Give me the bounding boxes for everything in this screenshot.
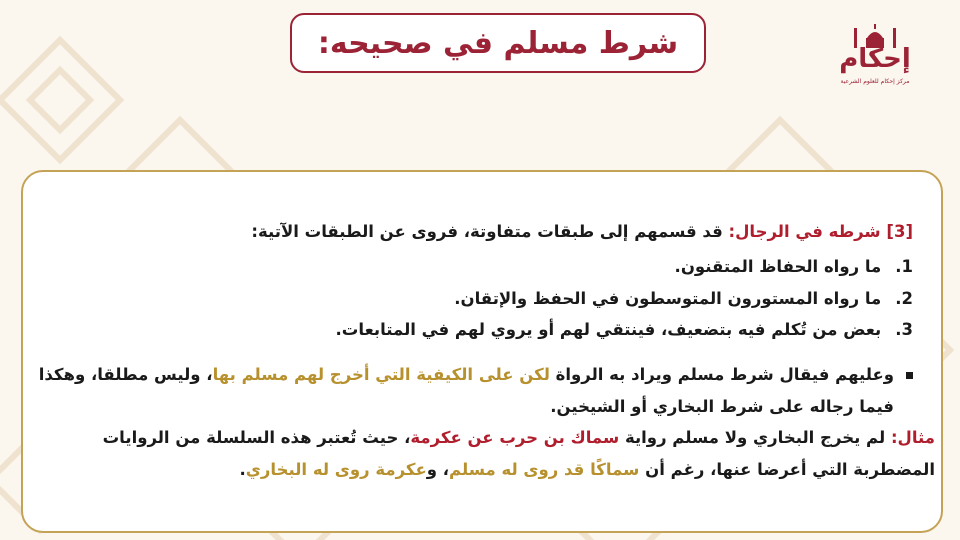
bullet-line2: فيما رجاله على شرط البخاري أو الشيخين. [550, 397, 894, 416]
bullet-line [39, 365, 913, 384]
list-text: ما رواه المستورون المتوسطون في الحفظ والإتقان. [454, 289, 882, 308]
example-line2-end: . [239, 460, 246, 479]
heading-prefix: [3] [886, 222, 913, 241]
heading-text: قد قسمهم إلى طبقات متفاوتة، فروى عن الطبقات الآتية: [251, 222, 723, 241]
example-line-2 [240, 460, 936, 479]
list-item [336, 320, 913, 339]
slide-title: شرط مسلم في صحيحه: [317, 25, 679, 61]
bullet-line-2 [550, 397, 894, 416]
heading-label: شرطه في الرجال: [728, 222, 881, 241]
example-line2-part1: المضطربة التي أعرضا عنها، رغم أن [645, 460, 935, 479]
bullet-highlight: لكن على الكيفية التي أخرج لهم مسلم بها [212, 365, 550, 384]
bullet-part1: وعليهم فيقال شرط مسلم ويراد به الرواة [555, 365, 894, 384]
list-item [675, 257, 913, 276]
bullet-part2: ، وليس مطلقا، وهكذا [38, 365, 213, 384]
example-red: سماك بن حرب عن عكرمة [410, 428, 620, 447]
logo [836, 24, 936, 94]
example-label: مثال: [890, 428, 935, 447]
heading-line [251, 222, 913, 241]
list-number: 3. [895, 320, 913, 339]
example-part1: لم يخرج البخاري ولا مسلم رواية [624, 428, 886, 447]
example-part2: ، حيث تُعتبر هذه السلسلة من الروايات [102, 428, 411, 447]
example-line2-part2: ، و [426, 460, 450, 479]
logo-wordmark: إحكام [839, 44, 911, 74]
list-number: 2. [895, 289, 913, 308]
example-gold1: سماكًا قد روى له مسلم [449, 460, 640, 479]
slide-title-box [290, 13, 706, 73]
list-text: ما رواه الحفاظ المتقنون. [674, 257, 882, 276]
bullet-square-icon [906, 372, 913, 379]
content-box [21, 170, 943, 533]
list-number: 1. [895, 257, 913, 276]
logo-subtitle: مركز إحكام للعلوم الشرعية [840, 78, 910, 85]
example-gold2: عكرمة روى له البخاري [245, 460, 427, 479]
list-item [454, 289, 913, 308]
example-line [103, 428, 935, 447]
list-text: بعض من تُكلم فيه بتضعيف، فينتقي لهم أو يروي لهم في المتابعات. [335, 320, 882, 339]
